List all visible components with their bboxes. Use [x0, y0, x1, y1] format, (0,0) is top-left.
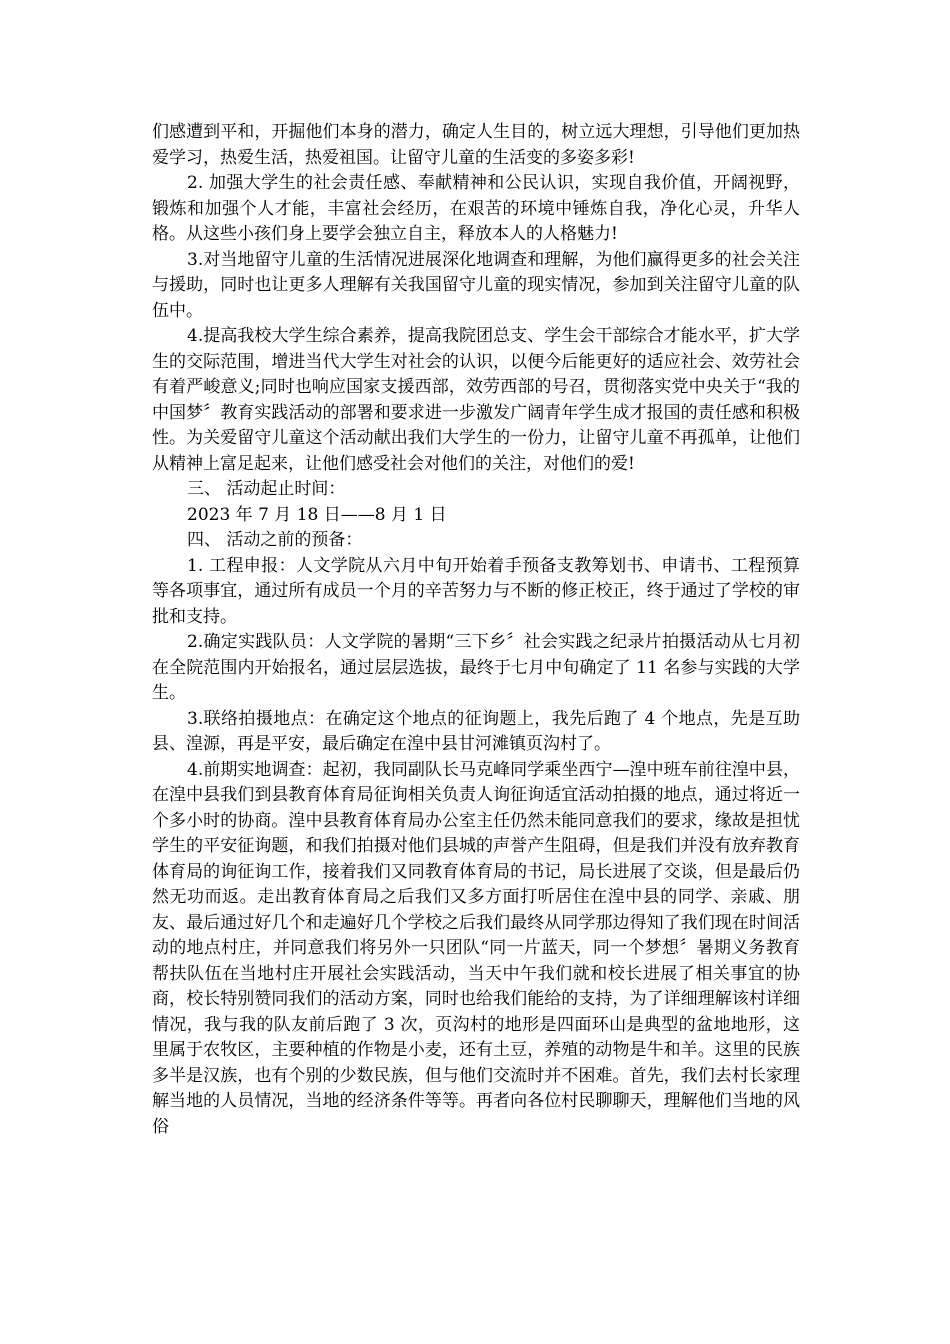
paragraph-prep-3: 3.联络拍摄地点：在确定这个地点的征询题上，我先后跑了 4 个地点，先是互助县、湟源，再是平安，最后确定在湟中县甘河滩镇页沟村了。 [152, 708, 800, 754]
document-body [152, 120, 800, 1140]
paragraph-goal-3: 3.对当地留守儿童的生活情况进展深化地调查和理解，为他们赢得更多的社会关注与援助，同时也让更多人理解有关我国留守儿童的现实情况，参加到关注留守儿童的队伍中。 [152, 249, 800, 321]
paragraph-prep-4: 4.前期实地调查：起初，我同副队长马克峰同学乘坐西宁—湟中班车前往湟中县，在湟中县我们到县教育体育局征询相关负责人询征询适宜活动拍摄的地点，通过将近一个多小时的协商。湟中县教育体育局办公室主任仍然未能同意我们的要求，缘故是担忧学生的平安征询题，和我们拍摄对他们县城的声誉产生阻碍，但是我们并没有放弃教育体育局的询征询工作，接着我们又同教育体育局的书记，局长进展了交谈，但是最后仍然无功而返。走出教育体育局之后我们又多方面打听居住在湟中县的同学、亲戚、朋友、最后通过好几个和走遍好几个学校之后我们最终从同学那边得知了我们现在时间活动的地点村庄，并同意我们将另外一只团队“同一片蓝天，同一个梦想〞暑期义务教育帮扶队伍在当地村庄开展社会实践活动，当天中午我们就和校长进展了相关事宜的协商，校长特别赞同我们的活动方案，同时也给我们能给的支持，为了详细理解该村详细情况，我与我的队友前后跑了 3 次，页沟村的地形是四面环山是典型的盆地地形，这里属于农牧区，主要种植的作物是小麦，还有土豆，养殖的动物是牛和羊。这里的民族多半是汉族，也有个别的少数民族，但与他们交流时并不困难。首先，我们去村长家理解当地的人员情况，当地的经济条件等等。再者向各位村民聊聊天，理解他们当地的风俗 [152, 759, 800, 1137]
section-heading-preparation: 四、 活动之前的预备： [187, 530, 363, 550]
paragraph-goal-4: 4.提高我校大学生综合素养，提高我院团总支、学生会干部综合才能水平，扩大学生的交际范围，增进当代大学生对社会的认识，以便今后能更好的适应社会、效劳社会有着严峻意义;同时也响应国家支援西部，效劳西部的号召，贯彻落实党中央关于“我的中国梦〞教育实践活动的部署和要求进一步激发广阔青年学生成才报国的责任感和积极性。为关爱留守儿童这个活动献出我们大学生的一份力，让留守儿童不再孤单，让他们从精神上富足起来，让他们感受社会对他们的关注，对他们的爱! [152, 326, 800, 474]
activity-date-range: 2023 年 7 月 18 日——8 月 1 日 [187, 504, 447, 525]
paragraph-prep-1: 1. 工程申报：人文学院从六月中旬开始着手预备支教筹划书、申请书、工程预算等各项事宜，通过所有成员一个月的辛苦努力与不断的修正校正，终于通过了学校的审批和支持。 [152, 555, 800, 627]
paragraph-goal-2: 2. 加强大学生的社会责任感、奉献精神和公民认识，实现自我价值，开阔视野，锻炼和加强个人才能，丰富社会经历，在艰苦的环境中锤炼自我，净化心灵，升华人格。从这些小孩们身上要学会独立自主，释放本人的人格魅力! [152, 173, 800, 244]
paragraph-prep-2: 2.确定实践队员：人文学院的暑期“三下乡〞社会实践之纪录片拍摄活动从七月初在全院范围内开始报名，通过层层选拔，最终于七月中旬确定了 11 名参与实践的大学生。 [152, 632, 800, 703]
paragraph-goal-continuation: 们感遭到平和，开掘他们本身的潜力，确定人生目的，树立远大理想，引导他们更加热爱学习，热爱生活，热爱祖国。让留守儿童的生活变的多姿多彩! [152, 122, 800, 168]
section-heading-activity-time: 三、 活动起止时间： [187, 479, 346, 499]
